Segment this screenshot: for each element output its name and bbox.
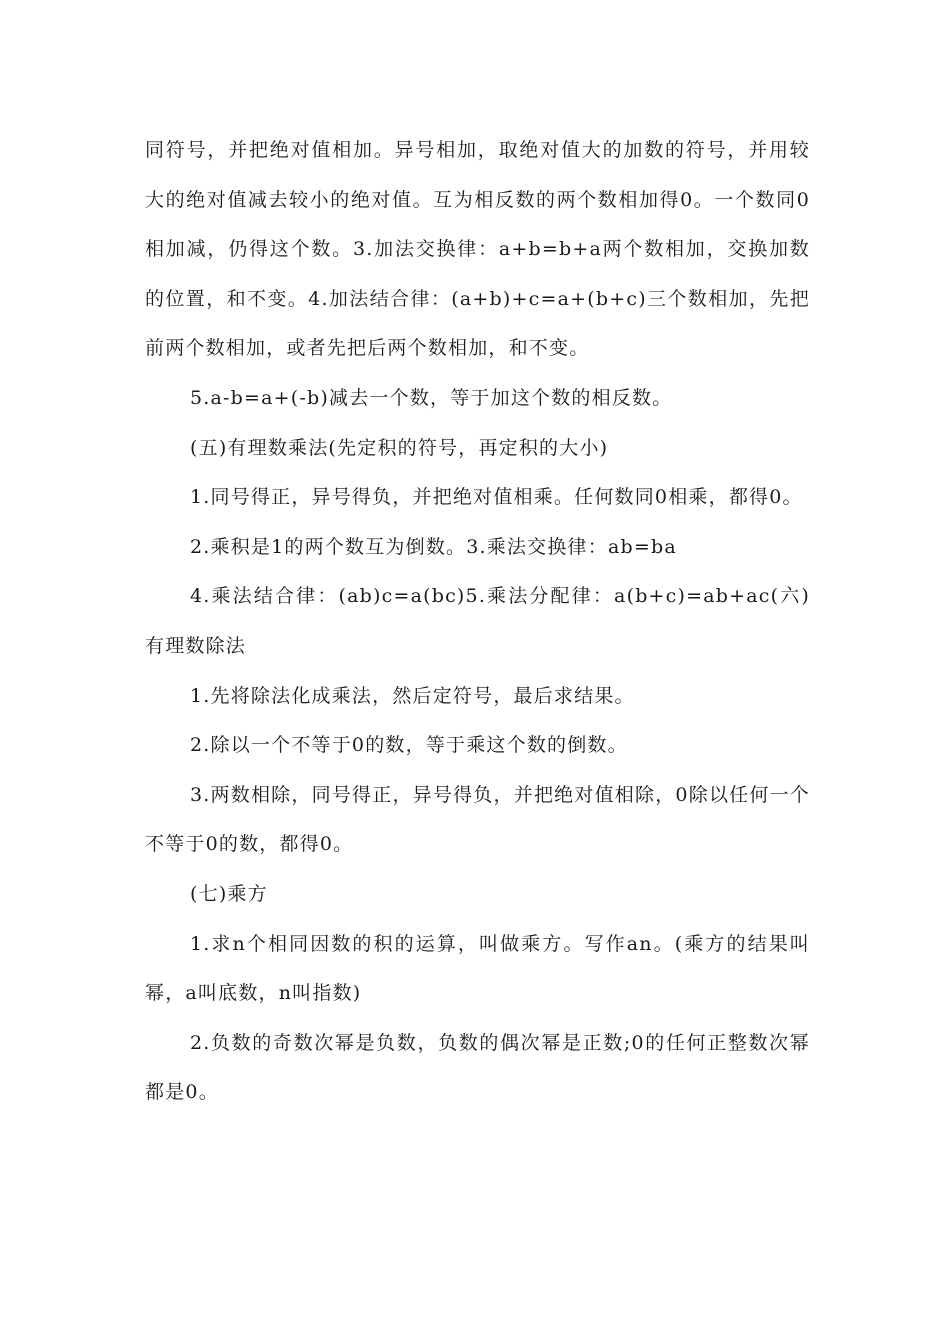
paragraph-subtraction-rule: 5.a-b=a+(-b)减去一个数，等于加这个数的相反数。	[190, 386, 673, 409]
paragraph-division-rule-2: 2.除以一个不等于0的数，等于乘这个数的倒数。	[190, 734, 628, 757]
paragraph-addition-rules: 同符号，并把绝对值相加。异号相加，取绝对值大的加数的符号，并用较大的绝对值减去较小的绝对值。互为相反数的两个数相加得0。一个数同0相加减，仍得这个数。3.加法交换律：a+b=b+a两个数相加，交换加数的位置，和不变。4.加法结合律：(a+b)+c=a+(b+c)三个数相加，先把前两个数相加，或者先把后两个数相加，和不变。	[145, 139, 810, 360]
paragraph-division-rule-1: 1.先将除法化成乘法，然后定符号，最后求结果。	[190, 684, 635, 707]
paragraph-division-rule-3: 3.两数相除，同号得正，异号得负，并把绝对值相除，0除以任何一个不等于0的数，都得0。	[145, 783, 810, 856]
paragraph-power-sign-rule: 2.负数的奇数次幂是负数，负数的偶次幂是正数;0的任何正整数次幂都是0。	[145, 1031, 810, 1104]
paragraph-associative-distributive: 4.乘法结合律：(ab)c=a(bc)5.乘法分配律：a(b+c)=ab+ac(六)有理数除法	[145, 585, 810, 657]
document-body	[145, 126, 810, 1118]
paragraph-multiplication-sign-rule: 1.同号得正，异号得负，并把绝对值相乘。任何数同0相乘，都得0。	[190, 486, 803, 509]
heading-power: (七)乘方	[190, 882, 268, 905]
paragraph-power-definition: 1.求n个相同因数的积的运算，叫做乘方。写作an。(乘方的结果叫幂，a叫底数，n叫指数)	[145, 932, 810, 1005]
heading-multiplication: (五)有理数乘法(先定积的符号，再定积的大小)	[190, 436, 609, 459]
paragraph-reciprocal-commutative: 2.乘积是1的两个数互为倒数。3.乘法交换律：ab=ba	[190, 535, 677, 558]
